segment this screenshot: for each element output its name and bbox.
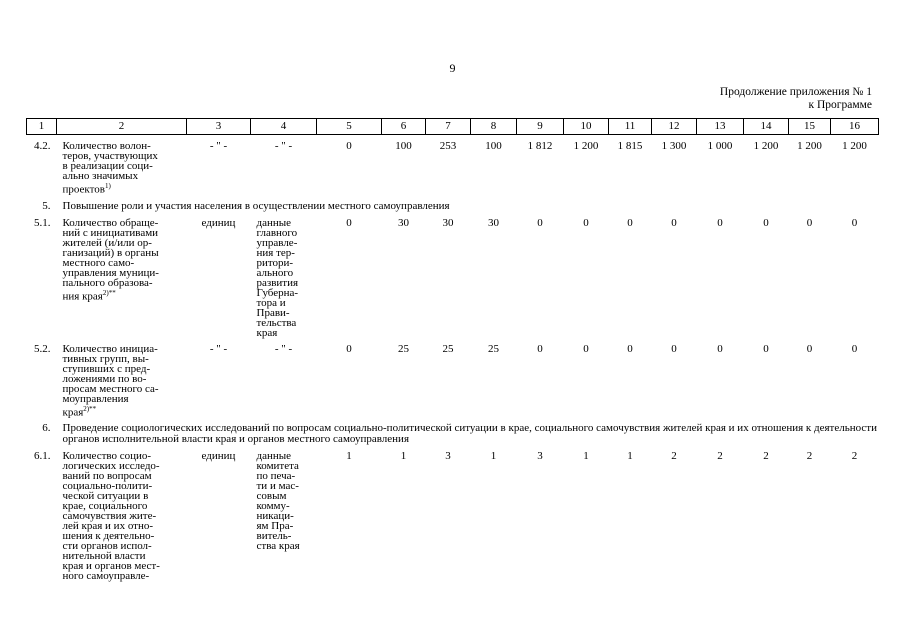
footnote-mark: 2)**	[83, 404, 97, 413]
value-cell: 0	[717, 342, 723, 355]
value-cell: 1	[400, 450, 407, 463]
value-cell: 0	[583, 216, 589, 229]
table-header-row	[27, 119, 879, 135]
source-cell: - " -	[274, 140, 293, 152]
indicator-name: Количество инициа- тивных групп, вы- ступивших с пред- ложениями по во- просам местного са- моуправления края$^{2)**}$	[62, 342, 159, 419]
table-row	[27, 218, 879, 338]
section-row	[27, 423, 879, 445]
value-cell: 1 200	[753, 140, 779, 152]
row-number: 5.1.	[34, 216, 51, 229]
indicator-name: Количество социо- логических исследо- ваний по вопросам социально-полити- ческой ситуации в крае, социального самочувствия жите- лей края и их отно- шения к деятельно- сти органов испол- нительной власти края и органов мест- ного самоуправле-	[62, 450, 160, 583]
header-cell: 15	[789, 119, 831, 135]
value-cell: 1	[346, 450, 352, 463]
value-cell: 25	[442, 342, 454, 355]
value-cell: 100	[395, 140, 412, 152]
page-number: 9	[449, 61, 456, 75]
row-number: 6.1.	[34, 450, 51, 463]
header-cell: 10	[564, 119, 609, 135]
value-cell: 1 812	[527, 140, 553, 152]
indicator-name: Количество волон- теров, участвующих в реализации соци- ально значимых проектов$^{1)}$	[62, 140, 158, 196]
appendix-line-2: к Программе	[808, 99, 872, 111]
value-cell: 0	[627, 216, 633, 229]
value-cell: 2	[717, 450, 723, 463]
unit-cell: единиц	[201, 216, 236, 229]
section-number: 6.	[42, 422, 51, 435]
table-row	[27, 141, 879, 195]
value-cell: 2	[806, 450, 813, 463]
value-cell: 0	[627, 342, 633, 355]
value-cell: 0	[537, 342, 543, 355]
value-cell: 25	[398, 342, 409, 355]
value-cell: 0	[346, 342, 352, 355]
value-cell: 0	[346, 140, 352, 152]
value-cell: 1	[490, 450, 497, 463]
header-cell: 6	[382, 119, 426, 135]
value-cell: 0	[806, 342, 813, 355]
section-number: 5.	[42, 199, 51, 212]
value-cell: 1 200	[797, 140, 822, 152]
indicators-table	[26, 118, 879, 581]
value-cell: 253	[439, 140, 457, 152]
header-cell: 8	[471, 119, 517, 135]
value-cell: 1	[627, 450, 633, 463]
header-cell: 1	[27, 119, 57, 135]
section-row	[27, 201, 879, 212]
section-title: Проведение социологических исследований по вопросам социально-политической ситуации в крае, социального самочувствия жителей края и их отношения к деятельности органов исполнительной власти края и органов местного самоуправления	[62, 422, 877, 446]
value-cell: 0	[583, 342, 589, 355]
value-cell: 30	[442, 216, 454, 229]
value-cell: 30	[488, 216, 499, 229]
value-cell: 1 300	[661, 140, 687, 152]
row-number: 5.2.	[34, 342, 51, 355]
header-cell: 16	[831, 119, 879, 135]
value-cell: 0	[763, 342, 769, 355]
value-cell: 3	[445, 450, 451, 463]
indicator-name: Количество обраще- ний с инициативами жителей (и/или ор- ганизаций) в органы местного само- управления муници- пального образова- ния края$^{2)**}$	[62, 216, 159, 303]
table-row	[27, 451, 879, 581]
value-cell: 1 200	[842, 140, 867, 152]
appendix-caption	[720, 86, 872, 112]
value-cell: 25	[488, 342, 499, 355]
value-cell: 0	[671, 216, 677, 229]
footnote-mark: 1)	[104, 182, 111, 190]
header-cell: 14	[744, 119, 789, 135]
value-cell: 0	[763, 216, 769, 229]
value-cell: 1 000	[707, 140, 733, 152]
header-cell: 4	[251, 119, 317, 135]
value-cell: 0	[346, 216, 352, 229]
header-cell: 7	[426, 119, 471, 135]
value-cell: 0	[806, 216, 813, 229]
header-cell: 12	[652, 119, 697, 135]
appendix-line-1: Продолжение приложения № 1	[719, 86, 872, 98]
value-cell: 2	[763, 450, 769, 463]
value-cell: 0	[851, 342, 858, 355]
header-cell: 2	[57, 119, 187, 135]
header-cell: 5	[317, 119, 382, 135]
unit-cell: единиц	[201, 450, 236, 463]
value-cell: 0	[851, 216, 858, 229]
section-title: Повышение роли и участия населения в осуществлении местного самоуправления	[62, 199, 450, 212]
value-cell: 0	[537, 216, 543, 229]
header-cell: 11	[609, 119, 652, 135]
value-cell: 0	[717, 216, 723, 229]
unit-cell: - " -	[209, 140, 228, 152]
value-cell: 1	[583, 450, 589, 463]
value-cell: 30	[398, 216, 409, 229]
header-cell: 13	[697, 119, 744, 135]
value-cell: 0	[671, 342, 677, 355]
value-cell: 1 815	[617, 140, 643, 152]
value-cell: 3	[537, 450, 543, 463]
unit-cell: - " -	[209, 342, 228, 355]
source-cell: данные комитета по печа- ти и мас- совым комму- никаци- ям Пра- витель- ства края	[256, 450, 300, 553]
value-cell: 2	[851, 450, 858, 463]
source-cell: - " -	[274, 342, 293, 355]
value-cell: 100	[485, 140, 502, 152]
header-cell: 3	[187, 119, 251, 135]
value-cell: 2	[671, 450, 677, 463]
footnote-mark: 2)**	[102, 288, 116, 297]
row-number: 4.2.	[34, 140, 51, 152]
table-row	[27, 344, 879, 418]
value-cell: 1 200	[573, 140, 599, 152]
source-cell: данные главного управле- ния тер- ритори- ального развития Губерна- тора и Прави- тельства края	[256, 216, 299, 339]
header-cell: 9	[517, 119, 564, 135]
